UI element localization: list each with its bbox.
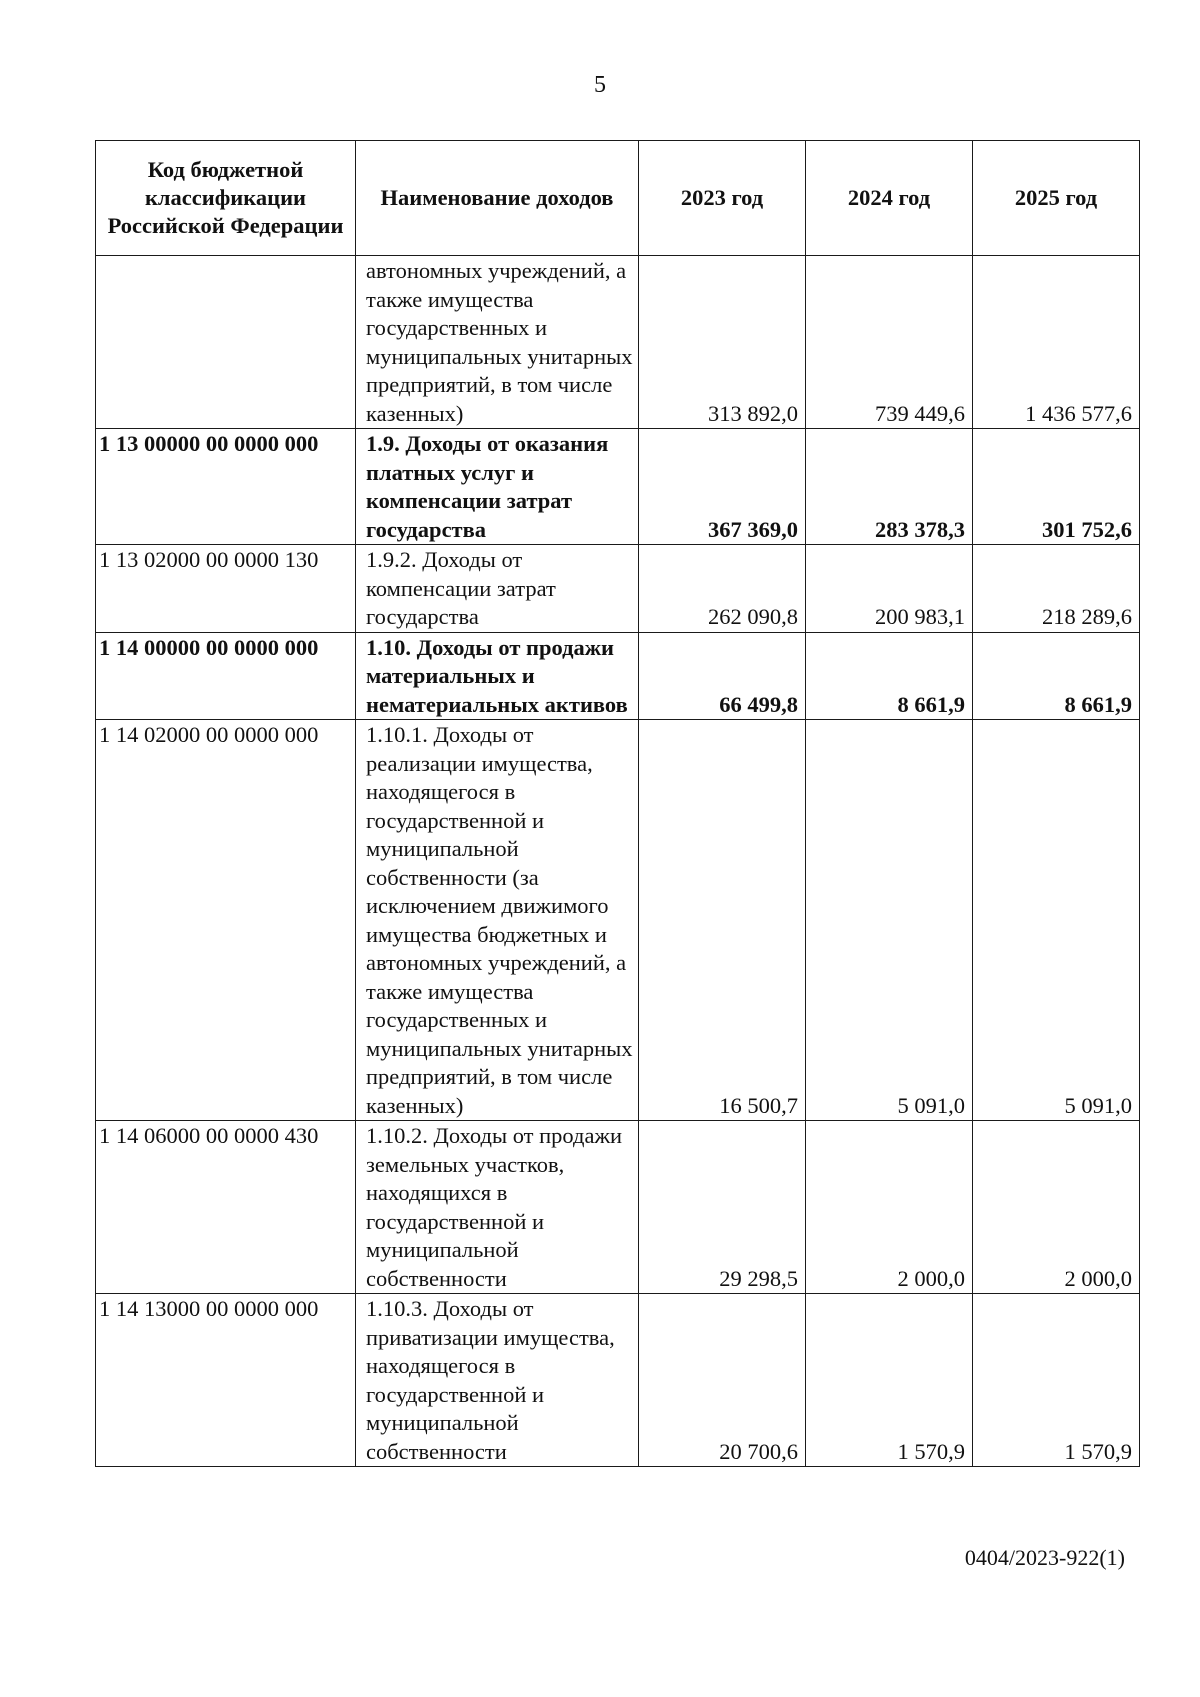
row-name: 1.9.2. Доходы от компенсации затрат государства [356, 545, 639, 633]
row-value-2024: 8 661,9 [806, 632, 973, 720]
row-name: автономных учреждений, а также имущества государственных и муниципальных унитарных предприятий, в том числе казенных) [356, 256, 639, 429]
row-value-2025: 2 000,0 [973, 1121, 1140, 1294]
row-value-2023: 16 500,7 [639, 720, 806, 1121]
row-value-2025: 5 091,0 [973, 720, 1140, 1121]
table-row [96, 632, 1140, 720]
row-code: 1 13 00000 00 0000 000 [96, 429, 356, 545]
row-value-2025: 1 570,9 [973, 1294, 1140, 1467]
row-value-2025: 8 661,9 [973, 632, 1140, 720]
table-row [96, 256, 1140, 429]
revenue-table [95, 140, 1140, 1467]
row-name: 1.9. Доходы от оказания платных услуг и компенсации затрат государства [356, 429, 639, 545]
row-code: 1 14 06000 00 0000 430 [96, 1121, 356, 1294]
row-code [96, 256, 356, 429]
row-value-2024: 5 091,0 [806, 720, 973, 1121]
row-name: 1.10.3. Доходы от приватизации имущества, находящегося в государственной и муниципальной собственности [356, 1294, 639, 1467]
row-value-2023: 29 298,5 [639, 1121, 806, 1294]
header-year-2024: 2024 год [806, 141, 973, 256]
row-value-2023: 66 499,8 [639, 632, 806, 720]
row-name: 1.10.1. Доходы от реализации имущества, находящегося в государственной и муниципальной собственности (за исключением движимого имущества бюджетных и автономных учреждений, а также имущества государственных и муниципальных унитарных предприятий, в том числе казенных) [356, 720, 639, 1121]
row-value-2023: 20 700,6 [639, 1294, 806, 1467]
row-name: 1.10. Доходы от продажи материальных и нематериальных активов [356, 632, 639, 720]
header-year-2023: 2023 год [639, 141, 806, 256]
row-value-2023: 313 892,0 [639, 256, 806, 429]
table-row [96, 429, 1140, 545]
row-code: 1 13 02000 00 0000 130 [96, 545, 356, 633]
row-name: 1.10.2. Доходы от продажи земельных участков, находящихся в государственной и муниципальной собственности [356, 1121, 639, 1294]
row-value-2024: 2 000,0 [806, 1121, 973, 1294]
row-value-2023: 367 369,0 [639, 429, 806, 545]
row-value-2023: 262 090,8 [639, 545, 806, 633]
header-name: Наименование доходов [356, 141, 639, 256]
row-value-2025: 218 289,6 [973, 545, 1140, 633]
document-code: 0404/2023-922(1) [964, 1545, 1125, 1570]
row-value-2024: 1 570,9 [806, 1294, 973, 1467]
row-value-2024: 283 378,3 [806, 429, 973, 545]
page-number: 5 [594, 72, 606, 98]
header-year-2025: 2025 год [973, 141, 1140, 256]
table-row [96, 1294, 1140, 1467]
row-value-2024: 200 983,1 [806, 545, 973, 633]
row-code: 1 14 00000 00 0000 000 [96, 632, 356, 720]
table-row [96, 545, 1140, 633]
row-value-2024: 739 449,6 [806, 256, 973, 429]
header-code: Код бюджетной классификации Российской Федерации [96, 141, 356, 256]
row-code: 1 14 02000 00 0000 000 [96, 720, 356, 1121]
table-row [96, 720, 1140, 1121]
row-value-2025: 1 436 577,6 [973, 256, 1140, 429]
row-value-2025: 301 752,6 [973, 429, 1140, 545]
table-header-row [96, 141, 1140, 256]
table-row [96, 1121, 1140, 1294]
row-code: 1 14 13000 00 0000 000 [96, 1294, 356, 1467]
